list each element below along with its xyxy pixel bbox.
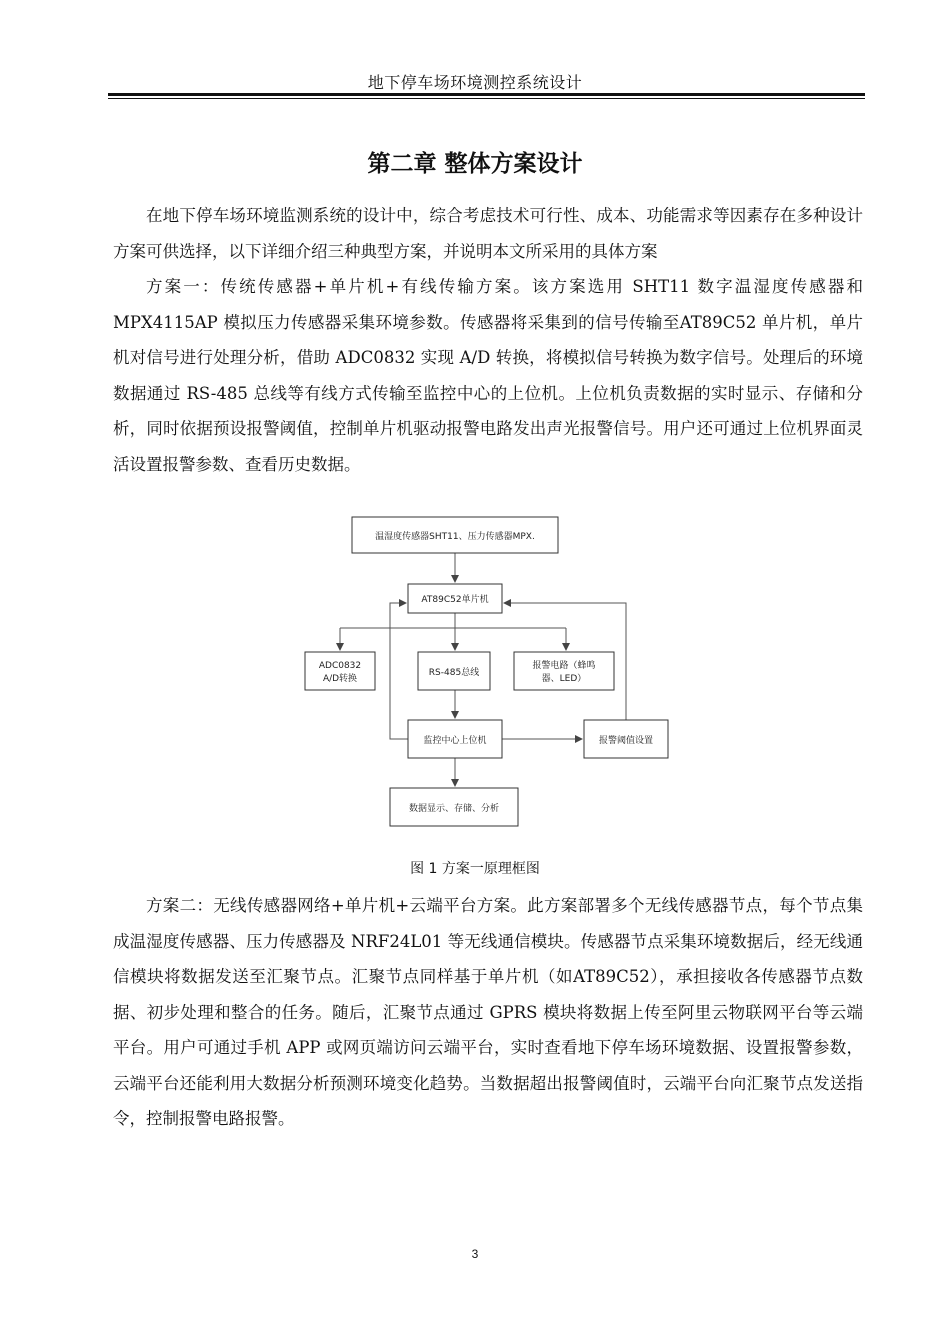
label-sensors: 温湿度传感器SHT11、压力传感器MPX. (375, 532, 535, 542)
box-alarm (514, 652, 614, 690)
label-host: 监控中心上位机 (423, 736, 487, 746)
label-adc-2: A/D转换 (322, 674, 358, 684)
block-diagram (300, 512, 680, 832)
running-header: 地下停车场环境测控系统设计 (367, 73, 583, 92)
label-adc-1: ADC0832 (318, 661, 362, 671)
label-threshold: 报警阈值设置 (598, 736, 654, 746)
body-text-top (113, 198, 863, 482)
page-number: 3 (471, 1247, 479, 1261)
header-rule-thick (108, 93, 865, 96)
header-rule-thin (108, 98, 865, 99)
paragraph-scheme-1: 方案一：传统传感器+单片机+有线传输方案。该方案选用 SHT11 数字温湿度传感器和 MPX4115AP 模拟压力传感器采集环境参数。传感器将采集到的信号传输至AT89C52 单片机，单片机对信号进行处理分析，借助 ADC0832 实现 A/D 转换，将模拟信号转换为数字信号。处理后的环境数据通过 RS-485 总线等有线方式传输至监控中心的上位机。上位机负责数据的实时显示、存储和分析，同时依据预设报警阈值，控制单片机驱动报警电路发出声光报警信号。用户还可通过上位机界面灵活设置报警参数、查看历史数据。 (113, 277, 863, 474)
arrow-host-mcu-loop (390, 603, 408, 739)
label-mcu: AT89C52单片机 (421, 595, 489, 605)
label-alarm-1: 报警电路（蜂鸣 (532, 661, 596, 671)
figure-caption: 图 1 方案一原理框图 (410, 861, 540, 877)
label-alarm-2: 器、LED） (541, 674, 587, 684)
box-adc (305, 652, 375, 690)
paragraph-intro: 在地下停车场环境监测系统的设计中，综合考虑技术可行性、成本、功能需求等因素存在多种设计方案可供选择，以下详细介绍三种典型方案，并说明本文所采用的具体方案 (113, 206, 863, 261)
label-bus: RS-485总线 (428, 668, 480, 678)
body-text-bottom (113, 888, 863, 1137)
chapter-title: 第二章 整体方案设计 (367, 151, 583, 177)
label-display: 数据显示、存储、分析 (408, 804, 500, 814)
paragraph-scheme-2: 方案二：无线传感器网络+单片机+云端平台方案。此方案部署多个无线传感器节点，每个节点集成温湿度传感器、压力传感器及 NRF24L01 等无线通信模块。传感器节点采集环境数据后，经无线通信模块将数据发送至汇聚节点。汇聚节点同样基于单片机（如AT89C52），承担接收各传感器节点数据、初步处理和整合的任务。随后，汇聚节点通过 GPRS 模块将数据上传至阿里云物联网平台等云端平台。用户可通过手机 APP 或网页端访问云端平台，实时查看地下停车场环境数据、设置报警参数，云端平台还能利用大数据分析预测环境变化趋势。当数据超出报警阈值时，云端平台向汇聚节点发送指令，控制报警电路报警。 (113, 896, 863, 1128)
